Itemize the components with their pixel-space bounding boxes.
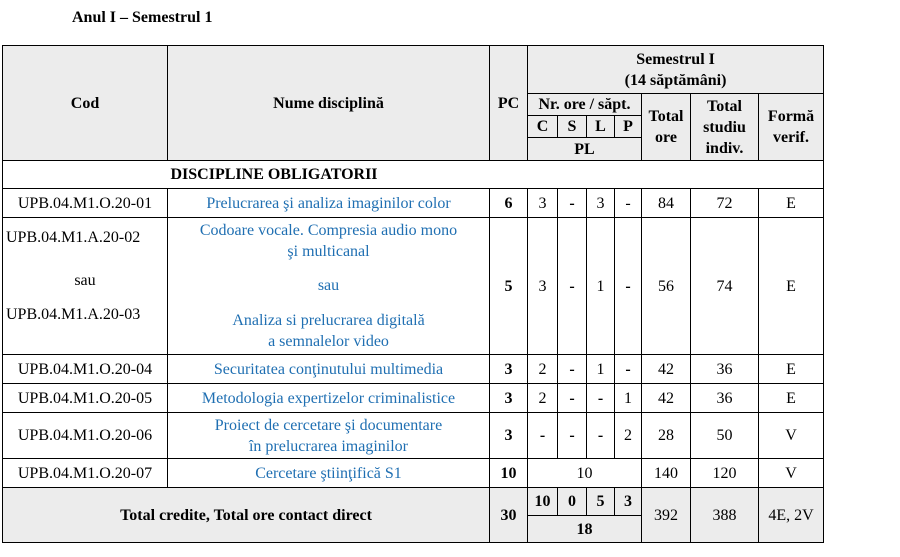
course-studiu: 72 <box>691 189 759 218</box>
table-row <box>3 384 824 413</box>
course-code: UPB.04.M1.O.20-01 <box>3 189 168 218</box>
header-forma-verif: Formă verif. <box>759 94 824 161</box>
totals-row <box>3 488 824 516</box>
course-name: Analiza si prelucrarea digitală <box>232 312 425 329</box>
header-pl: PL <box>528 138 642 161</box>
course-name: Metodologia expertizelor criminalistice <box>168 384 490 413</box>
course-total-ore: 42 <box>642 355 691 384</box>
course-name: Codoare vocale. Compresia audio mono <box>199 222 458 239</box>
table-row <box>3 459 824 488</box>
course-s: - <box>558 413 587 459</box>
course-name-proiect <box>168 413 490 459</box>
course-studiu: 50 <box>691 413 759 459</box>
course-ore-merged: 10 <box>528 459 642 488</box>
header-nr-ore: Nr. ore / săpt. <box>528 94 642 116</box>
course-c: 3 <box>528 189 558 218</box>
course-code: UPB.04.M1.O.20-05 <box>3 384 168 413</box>
course-p: - <box>615 189 642 218</box>
header-semestru-title: Semestrul I <box>636 50 715 68</box>
header-c: C <box>528 116 558 138</box>
course-pc: 3 <box>490 355 528 384</box>
course-forma: E <box>759 355 824 384</box>
course-forma: V <box>759 413 824 459</box>
totals-forma: 4E, 2V <box>759 488 824 543</box>
table-row <box>3 218 824 355</box>
section-label: DISCIPLINE OBLIGATORII <box>168 161 824 189</box>
course-code-alt <box>3 218 168 355</box>
totals-pl: 18 <box>528 516 642 543</box>
course-total-ore: 28 <box>642 413 691 459</box>
course-l: 3 <box>587 189 615 218</box>
course-l: 1 <box>587 218 615 355</box>
header-cod: Cod <box>3 46 168 161</box>
course-s: - <box>558 355 587 384</box>
course-s: - <box>558 189 587 218</box>
totals-label: Total credite, Total ore contact direct <box>3 488 490 543</box>
curriculum-table <box>2 45 824 543</box>
course-total-ore: 84 <box>642 189 691 218</box>
totals-studiu: 388 <box>691 488 759 543</box>
course-pc: 10 <box>490 459 528 488</box>
course-forma: V <box>759 459 824 488</box>
course-name: în prelucrarea imaginilor <box>248 437 409 455</box>
course-pc: 3 <box>490 384 528 413</box>
header-p: P <box>615 116 642 138</box>
totals-s: 0 <box>558 488 587 516</box>
totals-l: 5 <box>587 488 615 516</box>
course-pc: 6 <box>490 189 528 218</box>
course-c: 2 <box>528 384 558 413</box>
course-studiu: 36 <box>691 384 759 413</box>
course-total-ore: 42 <box>642 384 691 413</box>
course-name: Proiect de cercetare şi documentare <box>214 416 443 434</box>
course-l: 1 <box>587 355 615 384</box>
course-total-ore: 140 <box>642 459 691 488</box>
course-code: UPB.04.M1.O.20-04 <box>3 355 168 384</box>
page-title: Anul I – Semestrul 1 <box>72 9 213 26</box>
course-s: - <box>558 384 587 413</box>
totals-c: 10 <box>528 488 558 516</box>
table-row <box>3 413 824 459</box>
header-nume-disciplina: Nume disciplină <box>168 46 490 161</box>
header-row <box>3 46 824 94</box>
course-p: - <box>615 355 642 384</box>
table-row <box>3 355 824 384</box>
course-name: Prelucrarea şi analiza imaginilor color <box>168 189 490 218</box>
course-l: - <box>587 384 615 413</box>
course-name: a semnalelor video <box>268 333 389 350</box>
course-total-ore: 56 <box>642 218 691 355</box>
course-code: UPB.04.M1.A.20-03 <box>6 305 141 323</box>
header-semestru <box>528 46 824 94</box>
course-code: UPB.04.M1.A.20-02 <box>6 228 141 246</box>
course-name: Cercetare ştiinţifică S1 <box>168 459 490 488</box>
course-s: - <box>558 218 587 355</box>
header-l: L <box>587 116 615 138</box>
header-total-ore: Total ore <box>642 94 691 161</box>
course-studiu: 120 <box>691 459 759 488</box>
course-c: 3 <box>528 218 558 355</box>
section-row <box>3 161 824 189</box>
course-code: UPB.04.M1.O.20-06 <box>3 413 168 459</box>
totals-pc: 30 <box>490 488 528 543</box>
table-row <box>3 189 824 218</box>
course-forma: E <box>759 189 824 218</box>
course-p: 2 <box>615 413 642 459</box>
header-semestru-weeks: (14 săptămâni) <box>624 71 727 89</box>
course-pc: 3 <box>490 413 528 459</box>
course-p: - <box>615 218 642 355</box>
course-name: Securitatea conţinutului multimedia <box>168 355 490 384</box>
totals-p: 3 <box>615 488 642 516</box>
course-c: - <box>528 413 558 459</box>
course-name: şi multicanal <box>287 243 370 260</box>
course-c: 2 <box>528 355 558 384</box>
course-studiu: 36 <box>691 355 759 384</box>
course-name-sau: sau <box>317 277 340 294</box>
course-forma: E <box>759 384 824 413</box>
course-l: - <box>587 413 615 459</box>
course-p: 1 <box>615 384 642 413</box>
course-studiu: 74 <box>691 218 759 355</box>
header-pc: PC <box>490 46 528 161</box>
course-forma: E <box>759 218 824 355</box>
header-total-studiu: Total studiu indiv. <box>691 94 759 161</box>
course-name-alt <box>168 218 490 355</box>
header-s: S <box>558 116 587 138</box>
course-code-sau: sau <box>74 271 96 289</box>
course-pc: 5 <box>490 218 528 355</box>
totals-total-ore: 392 <box>642 488 691 543</box>
course-code: UPB.04.M1.O.20-07 <box>3 459 168 488</box>
